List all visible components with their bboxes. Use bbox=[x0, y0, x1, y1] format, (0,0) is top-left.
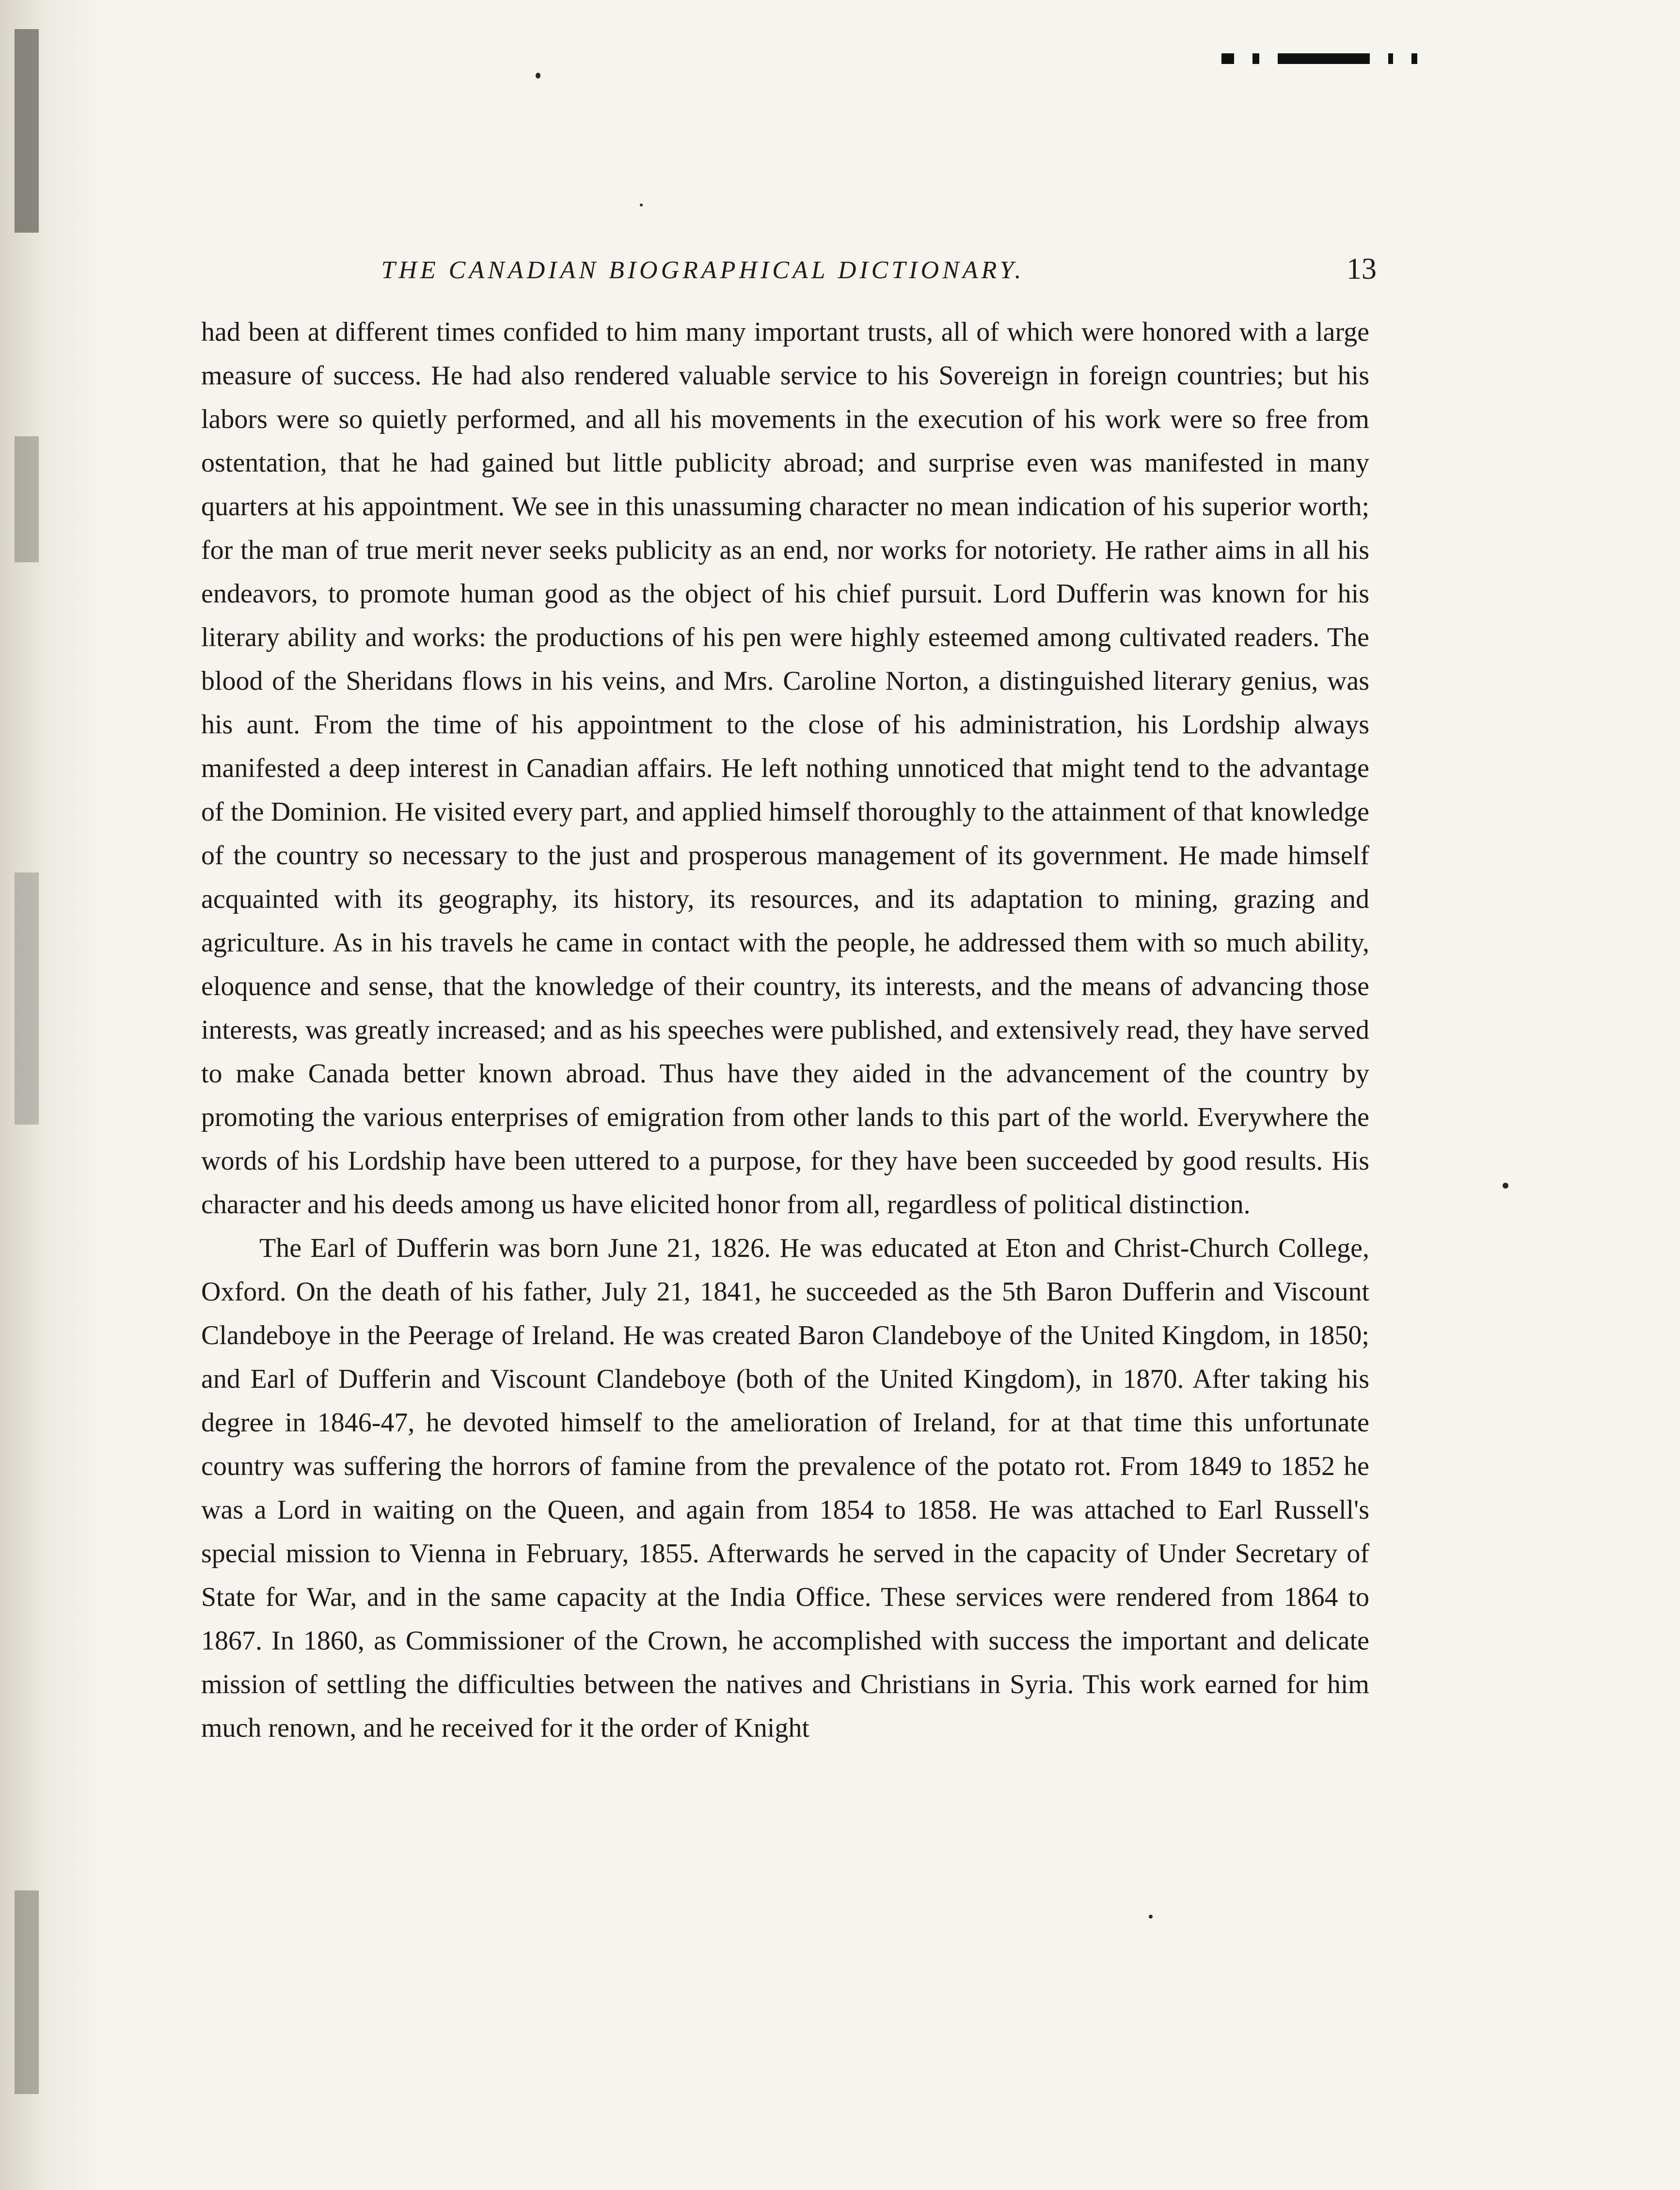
binding-mark bbox=[15, 436, 39, 562]
binding-mark bbox=[15, 29, 39, 233]
body-text bbox=[201, 310, 1369, 1750]
binding-mark bbox=[15, 1890, 39, 2094]
paper-speck bbox=[536, 73, 540, 79]
paragraph: The Earl of Dufferin was born June 21, 1826. He was educated at Eton and Christ-Church College, Oxford. On the death of his father, July 21, 1841, he succeeded as the 5th Baron Dufferin and Viscount Clandeboye in the Peerage of Ireland. He was created Baron Clandeboye of the United Kingdom, in 1850; and Earl of Dufferin and Viscount Clandeboye (both of the United Kingdom), in 1870. After taking his degree in 1846-47, he devoted himself to the amelioration of Ireland, for at that time this unfortunate country was suffering the horrors of famine from the prevalence of the potato rot. From 1849 to 1852 he was a Lord in waiting on the Queen, and again from 1854 to 1858. He was attached to Earl Russell's special mission to Vienna in February, 1855. Afterwards he served in the capacity of Under Secretary of State for War, and in the same capacity at the India Office. These services were rendered from 1864 to 1867. In 1860, as Commissioner of the Crown, he accomplished with success the important and delicate mission of settling the difficulties between the natives and Christians in Syria. This work earned for him much renown, and he received for it the order of Knight bbox=[201, 1233, 1369, 1743]
paper-speck bbox=[640, 204, 643, 206]
paragraph: had been at different times confided to him many important trusts, all of which were honored with a large measure of success. He had also rendered valuable service to his Sovereign in foreign countries; but his labors were so quietly performed, and all his movements in the execution of his work were so free from ostentation, that he had gained but little publicity abroad; and surprise even was manifested in many quarters at his appointment. We see in this unassuming character no mean indication of his superior worth; for the man of true merit never seeks publicity as an end, nor works for notoriety. He rather aims in all his endeavors, to promote human good as the object of his chief pursuit. Lord Dufferin was known for his literary ability and works: the productions of his pen were highly esteemed among cultivated readers. The blood of the Sheridans flows in his veins, and Mrs. Caroline Norton, a distinguished literary genius, was his aunt. From the time of his appointment to the close of his administration, his Lordship always manifested a deep interest in Canadian affairs. He left nothing unnoticed that might tend to the advantage of the Dominion. He visited every part, and applied himself thoroughly to the attainment of that knowledge of the country so necessary to the just and prosperous management of its government. He made himself acquainted with its geography, its history, its resources, and its adaptation to mining, grazing and agriculture. As in his travels he came in contact with the people, he addressed them with so much ability, eloquence and sense, that the knowledge of their country, its interests, and the means of advancing those interests, was greatly increased; and as his speeches were published, and extensively read, they have served to make Canada better known abroad. Thus have they aided in the advancement of the country by promoting the various enterprises of emigration from other lands to this part of the world. Everywhere the words of his Lordship have been uttered to a purpose, for they have been succeeded by good results. His character and his deeds among us have elicited honor from all, regardless of political distinction. bbox=[201, 317, 1369, 1220]
scan-registration-marks bbox=[1221, 53, 1436, 64]
paper-speck bbox=[1149, 1915, 1153, 1919]
running-title: THE CANADIAN BIOGRAPHICAL DICTIONARY. bbox=[381, 256, 1025, 284]
page-number: 13 bbox=[1347, 253, 1377, 286]
binding-mark bbox=[15, 873, 39, 1125]
paper-speck bbox=[1503, 1183, 1508, 1189]
